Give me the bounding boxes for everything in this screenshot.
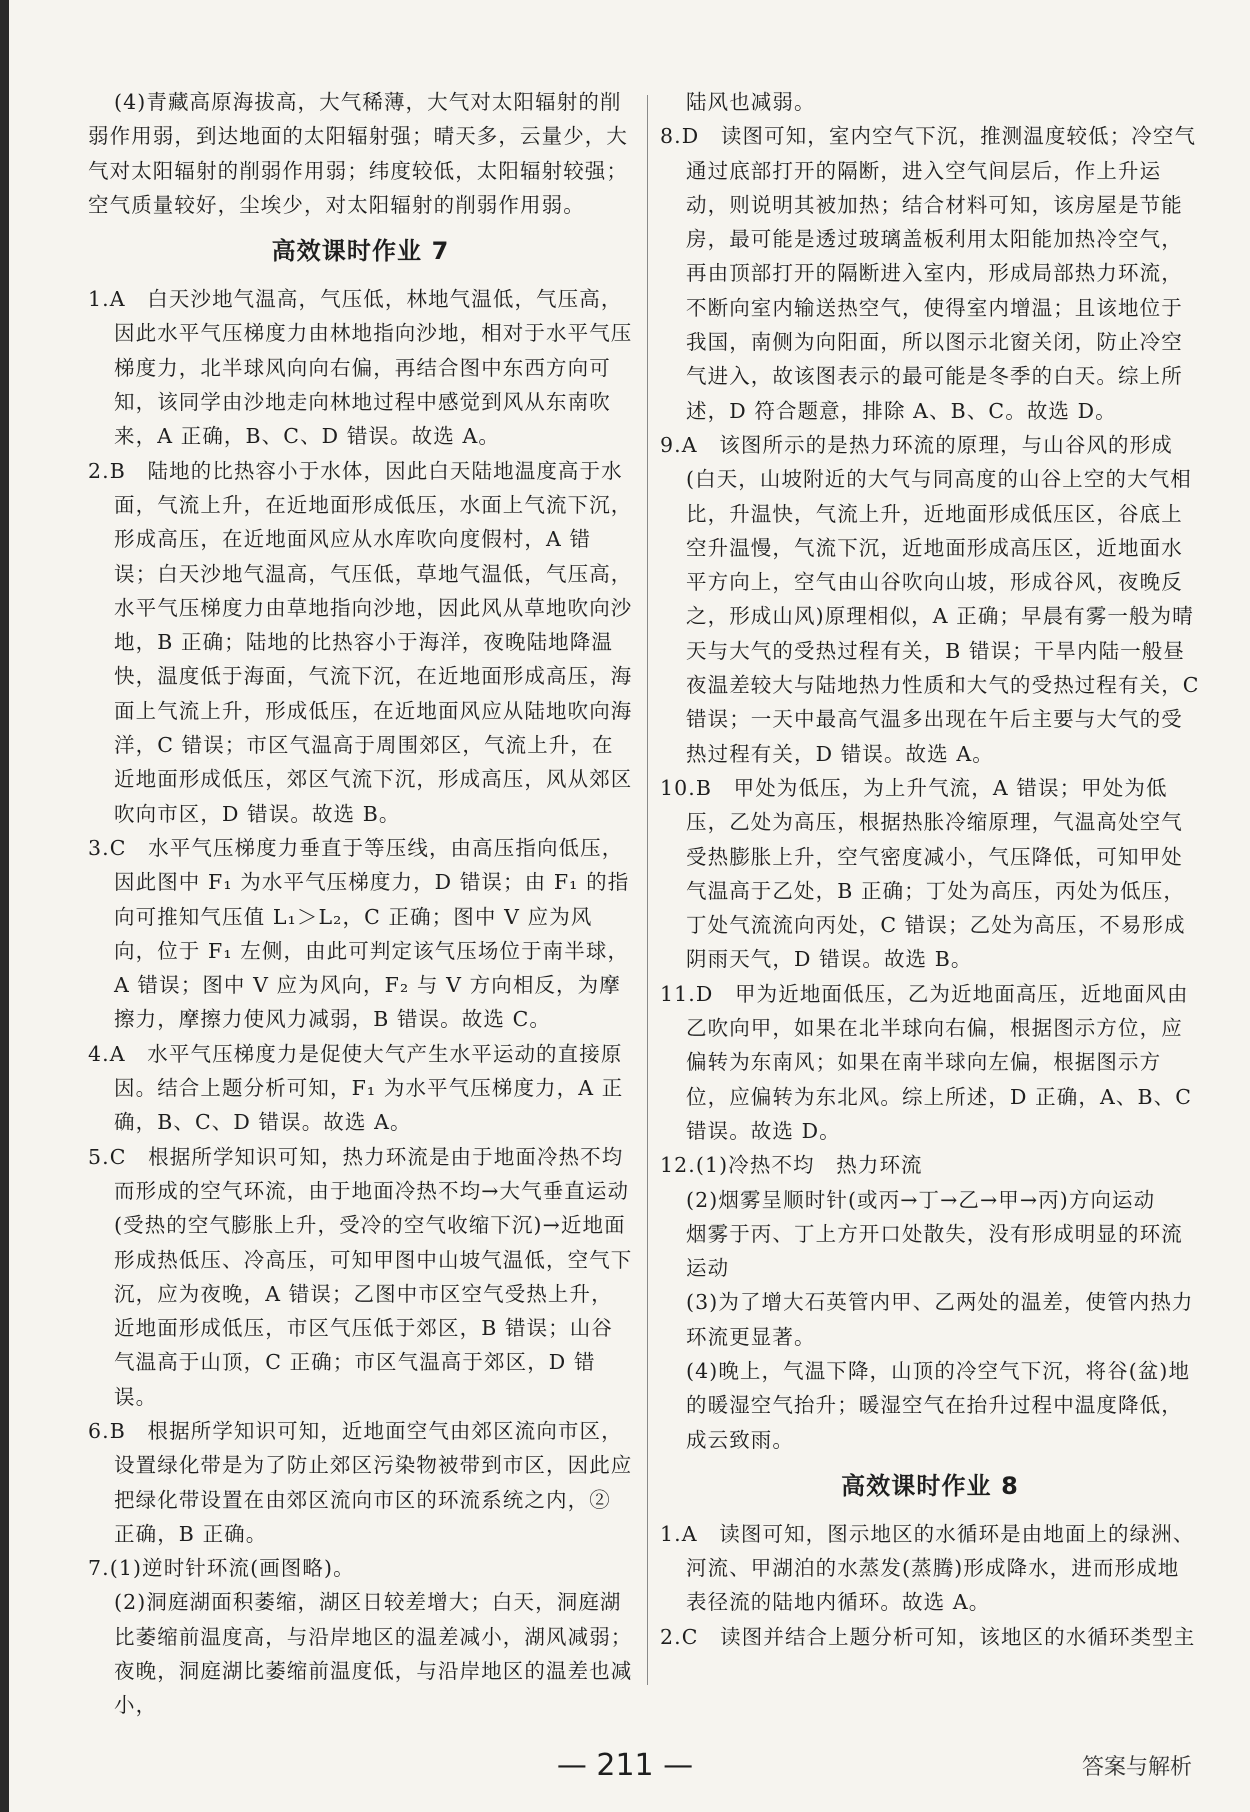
answer-item: 2.B 陆地的比热容小于水体，因此白天陆地温度高于水面，气流上升，在近地面形成低压，水面上气流下沉，形成高压，在近地面风应从水库吹向度假村，A 错误；白天沙地气温高，气压低，草地气温低，气压高，水平气压梯度力由草地指向沙地，因此风从草地吹向沙地，B 正确；陆地的比热容小于海洋，夜晚陆地降温快，温度低于海面，气流下沉，在近地面形成高压，海面上气流上升，形成低压，在近地面风应从陆地吹向海洋，C 错误；市区气温高于周围郊区，气流上升，在近地面形成低压，郊区气流下沉，形成高压，风从郊区吹向市区，D 错误。故选 B。 [88,458,633,826]
answer-item: 6.B 根据所学知识可知，近地面空气由郊区流向市区，设置绿化带是为了防止郊区污染物被带到市区，因此应把绿化带设置在由郊区流向市区的环流系统之内，② 正确，B 正确。 [88,1418,633,1546]
answer-subitem: (2)洞庭湖面积萎缩，湖区日较差增大；白天，洞庭湖比萎缩前温度高，与沿岸地区的温差减小，湖风减弱；夜晚，洞庭湖比萎缩前温度低，与沿岸地区的温差也减小， [114,1590,633,1718]
answer-subitem: (3)为了增大石英管内甲、乙两处的温差，使管内热力环流更显著。 [686,1290,1194,1349]
answer-item: 12.(1)冷热不均 热力环流 [660,1153,923,1178]
answer-item: 11.D 甲为近地面低压，乙为近地面高压，近地面风由乙吹向甲，如果在北半球向右偏，根据图示方位，应偏转为东南风；如果在南半球向左偏，根据图示方位，应偏转为东北风。综上所述，D 正确，A、B、C 错误。故选 D。 [660,981,1193,1143]
answer-item: 4.A 水平气压梯度力是促使大气产生水平运动的直接原因。结合上题分析可知，F₁ 为水平气压梯度力，A 正确，B、C、D 错误。故选 A。 [88,1041,624,1135]
page-number: — 211 — [556,1748,694,1783]
column-divider [647,95,648,1685]
answer-subitem: (2)烟雾呈顺时针(或丙→丁→乙→甲→丙)方向运动 [686,1187,1156,1212]
section-heading: 高效课时作业 7 [271,237,450,266]
footer-label: 答案与解析 [1081,1755,1192,1780]
answer-item: 3.C 水平气压梯度力垂直于等压线，由高压指向低压，因此图中 F₁ 为水平气压梯度力，D 错误；由 F₁ 的指向可推知气压值 L₁＞L₂，C 正确；图中 V 应为风向，位于 F₁ 左侧，由此可判定该气压场位于南半球，A 错误；图中 V 应为风向，F₂ 与 V 方向相反，为摩擦力，摩擦力使风力减弱，B 错误。故选 C。 [88,835,630,1032]
section-heading: 高效课时作业 8 [841,1471,1019,1500]
answer-item: 8.D 读图可知，室内空气下沉，推测温度较低；冷空气通过底部打开的隔断，进入空气间层后，作上升运动，则说明其被加热；结合材料可知，该房屋是节能房，最可能是透过玻璃盖板利用太阳能加热冷空气，再由顶部打开的隔断进入室内，形成局部热力环流，不断向室内输送热空气，使得室内增温；且该地位于我国，南侧为向阳面，所以图示北窗关闭，防止冷空气进入，故该图表示的最可能是冬季的白天。综上所述，D 符合题意，排除 A、B、C。故选 D。 [660,124,1197,423]
answer-paragraph: (4)青藏高原海拔高，大气稀薄，大气对太阳辐射的削弱作用弱，到达地面的太阳辐射强；晴天多，云量少，大气对太阳辐射的削弱作用弱；纬度较低，太阳辐射较强；空气质量较好，尘埃少，对太阳辐射的削弱作用弱。 [88,90,628,217]
answer-subitem: (4)晚上，气温下降，山顶的冷空气下沉，将谷(盆)地的暖湿空气抬升；暖湿空气在抬升过程中温度降低，成云致雨。 [686,1358,1191,1452]
answer-item: 1.A 读图可知，图示地区的水循环是由地面上的绿洲、河流、甲湖泊的水蒸发(蒸腾)形成降水，进而形成地表径流的陆地内循环。故选 A。 [660,1521,1195,1615]
answer-item: 1.A 白天沙地气温高，气压低，林地气温低，气压高，因此水平气压梯度力由林地指向沙地，相对于水平气压梯度力，北半球风向向右偏，再结合图中东西方向可知，该同学由沙地走向林地过程中感觉到风从东南吹来，A 正确，B、C、D 错误。故选 A。 [88,287,633,449]
answer-item: 2.C 读图并结合上题分析可知，该地区的水循环类型主 [660,1624,1196,1649]
binding-edge [0,0,9,1812]
answer-item: 9.A 该图所示的是热力环流的原理，与山谷风的形成(白天，山坡附近的大气与同高度的山谷上空的大气相比，升温快，气流上升，近地面形成低压区，谷底上空升温慢，气流下沉，近地面形成高压区，近地面水平方向上，空气由山谷吹向山坡，形成谷风，夜晚反之，形成山风)原理相似，A 正确；早晨有雾一般为晴天与大气的受热过程有关，B 错误；干旱内陆一般昼夜温差较大与陆地热力性质和大气的受热过程有关，C 错误；一天中最高气温多出现在午后主要与大气的受热过程有关，D 错误。故选 A。 [660,432,1200,766]
left-column [88,85,633,1723]
answer-item: 10.B 甲处为低压，为上升气流，A 错误；甲处为低压，乙处为高压，根据热胀冷缩原理，气温高处空气受热膨胀上升，空气密度减小，气压降低，可知甲处气温高于乙处，B 正确；丁处为高压，丙处为低压，丁处气流流向丙处，C 错误；乙处为高压，不易形成阴雨天气，D 错误。故选 B。 [660,775,1186,972]
answer-item: 5.C 根据所学知识可知，热力环流是由于地面冷热不均而形成的空气环流，由于地面冷热不均→大气垂直运动(受热的空气膨胀上升，受冷的空气收缩下沉)→近地面形成热低压、冷高压，可知甲图中山坡气温低，空气下沉，应为夜晚，A 错误；乙图中市区空气受热上升，近地面形成低压，市区气压低于郊区，B 错误；山谷气温高于山顶，C 正确；市区气温高于郊区，D 错误。 [88,1144,633,1409]
answer-continuation: 陆风也减弱。 [686,90,816,114]
answer-subitem: 烟雾于丙、丁上方开口处散失，没有形成明显的环流运动 [686,1221,1183,1281]
right-column [660,85,1200,1654]
answer-item: 7.(1)逆时针环流(画图略)。 [88,1556,355,1581]
